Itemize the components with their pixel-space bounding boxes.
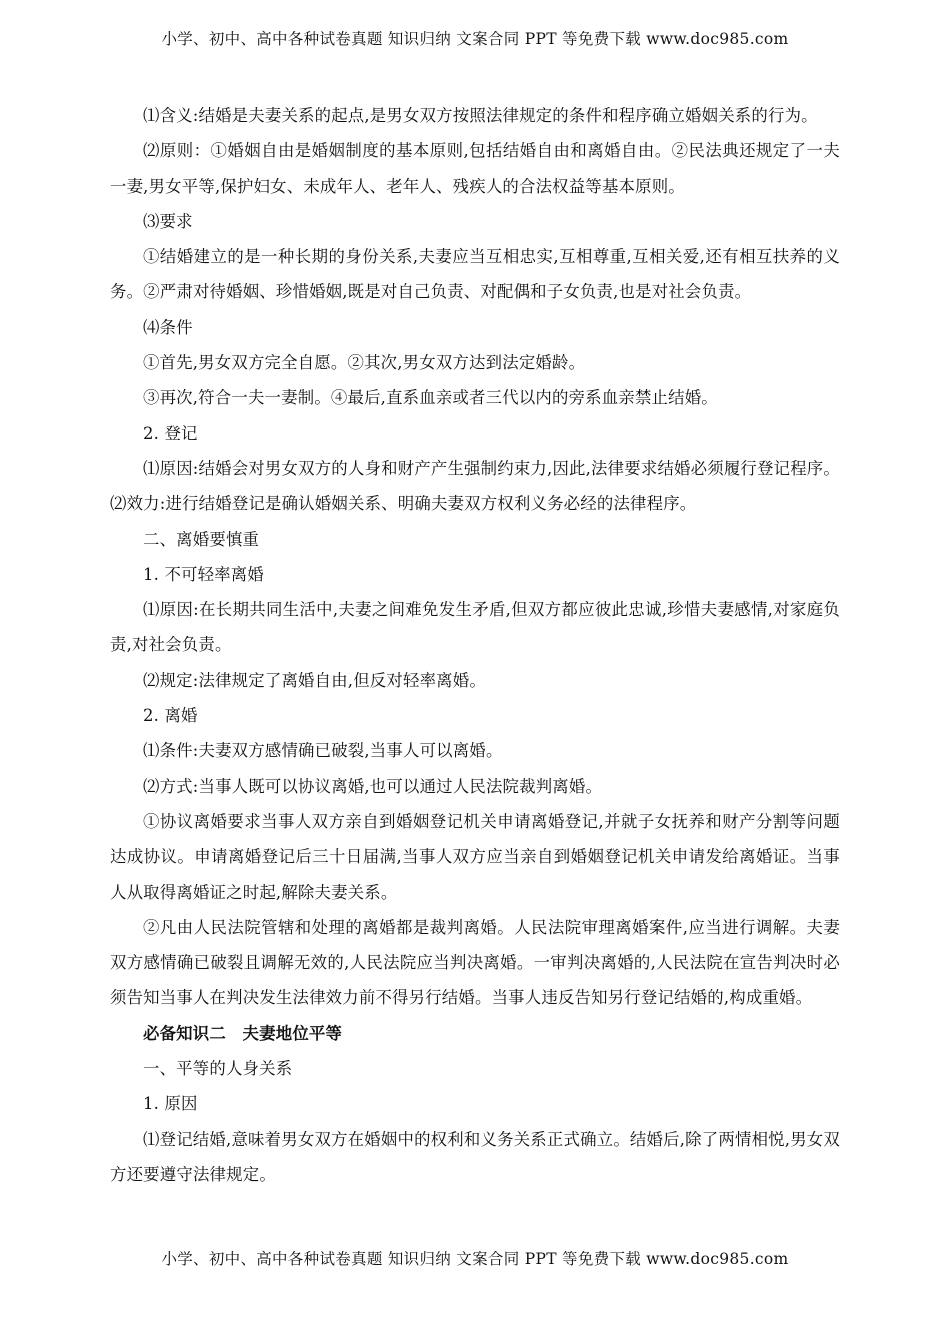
paragraph-requirement: ①结婚建立的是一种长期的身份关系,夫妻应当互相忠实,互相尊重,互相关爱,还有相互扶养的义务。②严肃对待婚姻、珍惜婚姻,既是对自己负责、对配偶和子女负责,也是对社会负责。	[110, 247, 840, 302]
paragraph-registration: ⑴原因:结婚会对男女双方的人身和财产产生强制约束力,因此,法律要求结婚必须履行登记程序。⑵效力:进行结婚登记是确认婚姻关系、明确夫妻双方权利义务必经的法律程序。	[110, 458, 840, 514]
paragraph-court-divorce: ②凡由人民法院管辖和处理的离婚都是裁判离婚。人民法院审理离婚案件,应当进行调解。夫妻双方感情确已破裂且调解无效的,人民法院应当判决离婚。一审判决离婚的,人民法院在宣告判决时必须告知当事人在判决发生法律效力前不得另行结婚。当事人违反告知另行登记结婚的,构成重婚。	[110, 917, 840, 1008]
paragraph-definition: ⑴含义:结婚是夫妻关系的起点,是男女双方按照法律规定的条件和程序确立婚姻关系的行为。	[143, 106, 818, 125]
paragraph-agreement-divorce: ①协议离婚要求当事人双方亲自到婚姻登记机关申请离婚登记,并就子女抚养和财产分割等问题达成协议。申请离婚登记后三十日届满,当事人双方应当亲自到婚姻登记机关申请发给离婚证。当事人从取得离婚证之时起,解除夫妻关系。	[110, 811, 840, 902]
section-heading-divorce: 二、离婚要慎重	[143, 529, 260, 549]
paragraph-divorce-method: ⑵方式:当事人既可以协议离婚,也可以通过人民法院裁判离婚。	[143, 776, 603, 796]
section-heading-equal-relation: 一、平等的人身关系	[143, 1059, 293, 1079]
paragraph-condition-2: ③再次,符合一夫一妻制。④最后,直系血亲或者三代以内的旁系血亲禁止结婚。	[143, 388, 718, 408]
paragraph-reason: ⑴原因:在长期共同生活中,夫妻之间难免发生矛盾,但双方都应彼此忠诚,珍惜夫妻感情,对家庭负责,对社会负责。	[110, 600, 840, 655]
paragraph-requirement-heading: ⑶要求	[143, 211, 193, 231]
paragraph-no-rash-divorce-heading: 1. 不可轻率离婚	[143, 564, 264, 584]
paragraph-condition-heading: ⑷条件	[143, 317, 193, 337]
paragraph-divorce-condition: ⑴条件:夫妻双方感情确已破裂,当事人可以离婚。	[143, 741, 503, 761]
page-header: 小学、初中、高中各种试卷真题 知识归纳 文案合同 PPT 等免费下载 www.doc985.com	[161, 30, 789, 48]
paragraph-cause: ⑴登记结婚,意味着男女双方在婚姻中的权利和义务关系正式确立。结婚后,除了两情相悦,男女双方还要遵守法律规定。	[110, 1129, 840, 1184]
paragraph-principle: ⑵原则：①婚姻自由是婚姻制度的基本原则,包括结婚自由和离婚自由。②民法典还规定了一夫一妻,男女平等,保护妇女、未成年人、老年人、残疾人的合法权益等基本原则。	[110, 141, 840, 196]
document-body	[110, 98, 840, 1192]
paragraph-condition-1: ①首先,男女双方完全自愿。②其次,男女双方达到法定婚龄。	[143, 353, 586, 373]
paragraph-divorce-heading: 2. 离婚	[143, 706, 198, 726]
section-heading-knowledge-two: 必备知识二 夫妻地位平等	[143, 1023, 343, 1043]
paragraph-cause-heading: 1. 原因	[143, 1094, 198, 1114]
paragraph-rule: ⑵规定:法律规定了离婚自由,但反对轻率离婚。	[143, 670, 486, 690]
paragraph-registration-heading: 2. 登记	[143, 423, 198, 443]
page-footer: 小学、初中、高中各种试卷真题 知识归纳 文案合同 PPT 等免费下载 www.doc985.com	[161, 1250, 789, 1268]
